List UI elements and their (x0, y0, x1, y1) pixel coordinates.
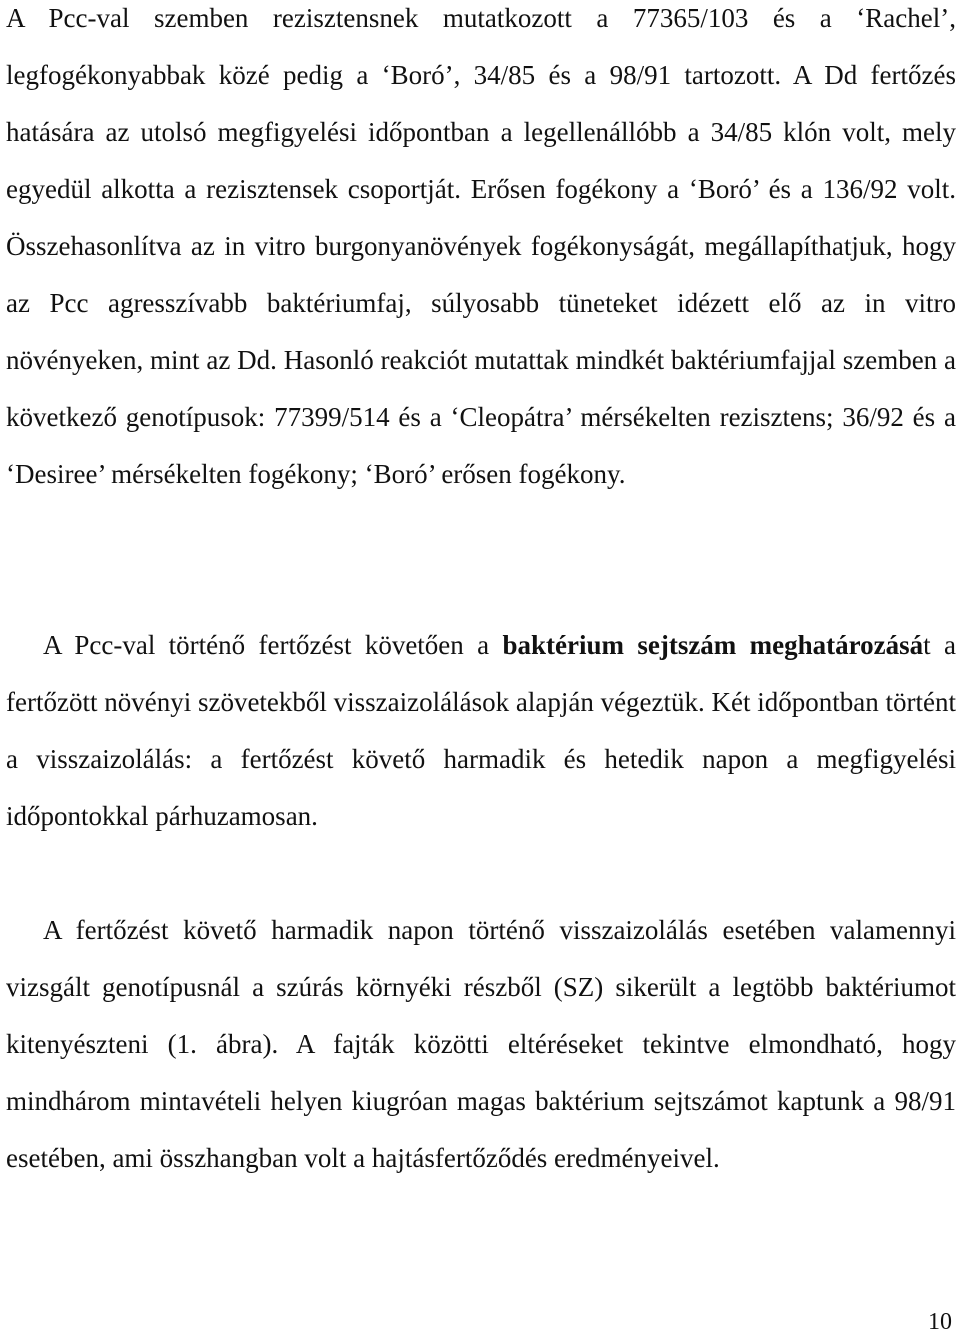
paragraph-1: A Pcc-val szemben rezisztensnek mutatkozott a 77365/103 és a ‘Rachel’, legfogékonyabbak közé pedig a ‘Boró’, 34/85 és a 98/91 tartozott. A Dd fertőzés hatására az utolsó megfigyelési időpontban a legellenállóbb a 34/85 klón volt, mely egyedül alkotta a rezisztensek csoportját. Erősen fogékony a ‘Boró’ és a 136/92 volt. Összehasonlítva az in vitro burgonyanövények fogékonyságát, megállapíthatjuk, hogy az Pcc agresszívabb baktériumfaj, súlyosabb tüneteket idézett elő az in vitro növényeken, mint az Dd. Hasonló reakciót mutattak mindkét baktériumfajjal szemben a következő genotípusok: 77399/514 és a ‘Cleopátra’ mérsékelten rezisztens; 36/92 és a ‘Desiree’ mérsékelten fogékony; ‘Boró’ erősen fogékony. (6, 3, 956, 489)
paragraph-2-text-start: A Pcc-val történő fertőzést követően a (43, 630, 503, 660)
paragraph-2-bold-phrase: baktérium sejtszám meghatározásá (502, 630, 924, 660)
paragraph-3: A fertőzést követő harmadik napon történő visszaizolálás esetében valamennyi vizsgált genotípusnál a szúrás környéki részből (SZ) sikerült a legtöbb baktériumot kitenyészteni (1. ábra). A fajták közötti eltéréseket tekintve elmondható, hogy mindhárom mintavételi helyen kiugróan magas baktérium sejtszámot kaptunk a 98/91 esetében, ami összhangban volt a hajtásfertőződés eredményeivel. (6, 915, 956, 1173)
paragraph-2-text-end: t a fertőzött növényi szövetekből visszaizolálások alapján végeztük. Két időpontban történt a visszaizolálás: a fertőzést követő harmadik és hetedik napon a megfigyelési időpontokkal párhuzamosan. (6, 630, 956, 831)
paragraph-2 (6, 617, 956, 845)
page-number: 10 (928, 1309, 952, 1335)
